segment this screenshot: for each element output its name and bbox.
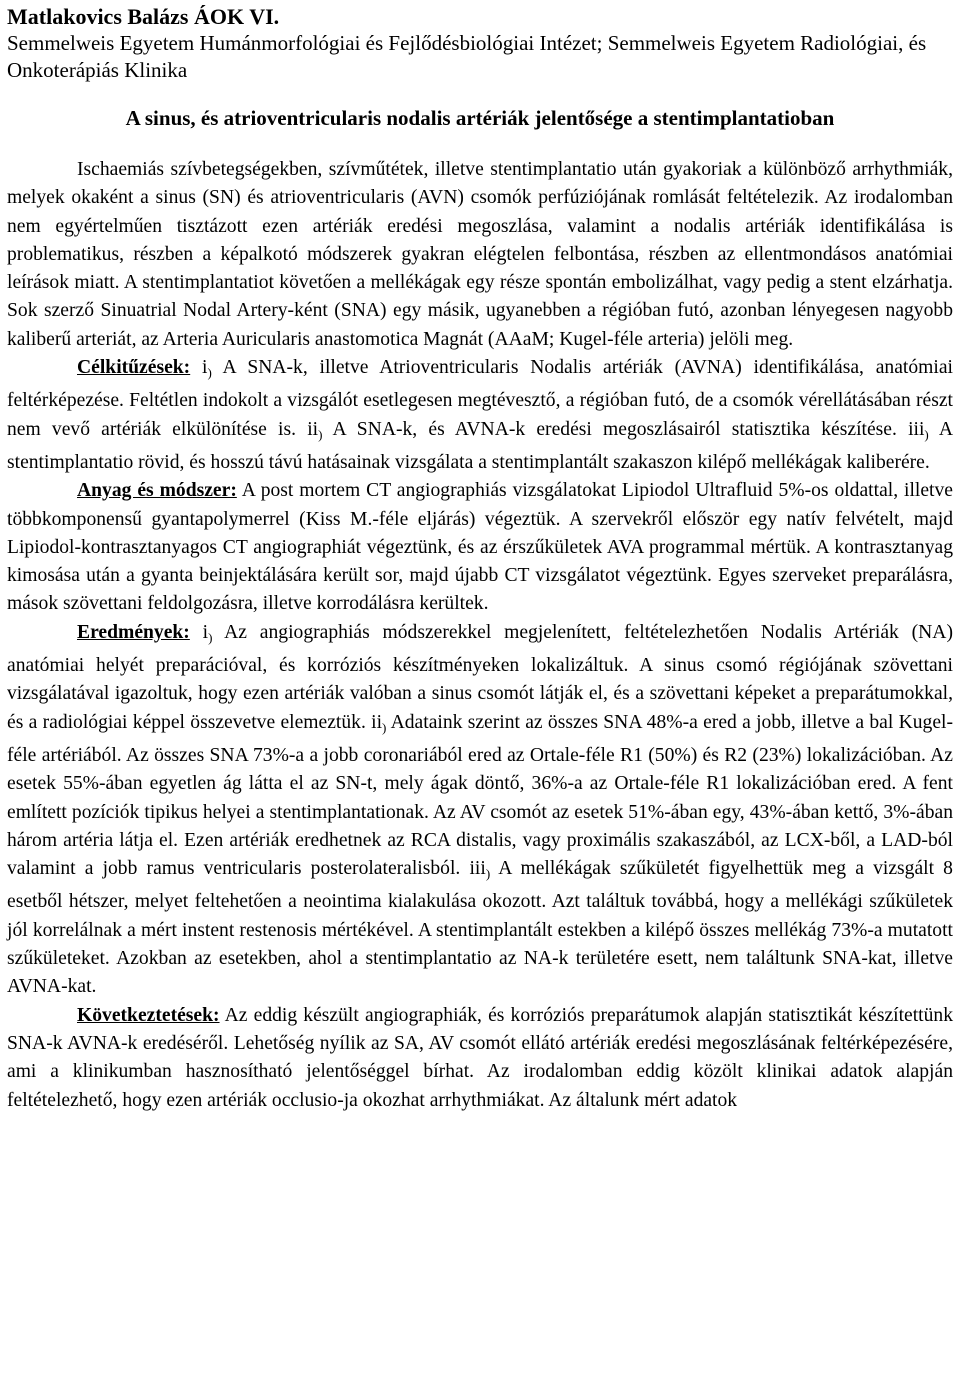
intro-paragraph: Ischaemiás szívbetegségekben, szívműtétek, illetve stentimplantatio után gyakoriak a különböző arrhythmiák, melyek okaként a sinus (SN) és atrioventricularis (AVN) csomók perfúziójának romlását feltételezik. Az irodalomban nem egyértelműen tisztázott ezen artériák eredési megoszlása, valamint a nodalis artériák identifikálása is problematikus, részben a képalkotó módszerek gyakran elégtelen felbontása, részben az ellentmondásos anatómiai leírások miatt. A stentimplantatiot követően a mellékágak egy része spontán embolizálhat, vagy pedig a stent elzárhatja. Sok szerző Sinuatrial Nodal Artery-ként (SNA) egy másik, ugyanebben a régióban futó, azonban lényegesen nagyobb kaliberű arteriát, az Arteria Auricularis anastomotica Magnát (AAaM; Kugel-féle arteria) jelöli meg. (7, 159, 953, 350)
results-marker-3-paren: ) (485, 866, 491, 882)
results-marker-2-paren: ) (382, 719, 387, 735)
document-page (7, 4, 953, 1115)
aims-marker-3: iii (908, 418, 925, 440)
author-line: Matlakovics Balázs ÁOK VI. (7, 4, 280, 29)
methods-heading: Anyag és módszer: (77, 480, 237, 502)
results-paragraph (7, 619, 953, 1002)
results-part-2: Adataink szerint az összes SNA 48%-a ered a jobb, illetve a bal Kugel-féle artériából. Az összes SNA 73%-a a jobb coronariából ered az Ortale-féle R1 (50%) és R2 (23%) lokalizációban. Az esetek 55%-ában egyetlen ág látta el az SN-t, mely ágak döntő, 36%-a az Ortale-féle R1 lokalizációban ered. A fent említett pozíciók tipikus helyei a stentimplantationak. Az AV csomót az esetek 51%-ában egy, 43%-ában kettő, 3%-ában három artéria látja el. Ezen artériák eredhetnek az RCA distalis, vagy proximális szakaszából, az LCX-ből, a LAD-ból valamint a jobb ramus ventricularis posterolateralisból. (7, 711, 953, 880)
results-heading: Eredmények: (77, 621, 190, 643)
conclusions-heading: Következtetések: (77, 1004, 220, 1026)
aims-marker-2-paren: ) (318, 426, 323, 442)
aims-heading: Célkitűzések: (77, 357, 191, 379)
results-marker-3: iii (469, 858, 486, 880)
methods-text: A post mortem CT angiographiás vizsgálatokat Lipiodol Ultrafluid 5%-os oldattal, illetve többkomponensű gyantapolymerrel (Kiss M.-féle eljárás) végeztük. A szervekről először egy natív felvételt, majd Lipiodol-kontrasztanyagos CT angiographiát végeztünk, és az érszűkületek AVA programmal mértük. A kontrasztanyag kimosása után a gyanta beinjektálására került sor, majd újabb CT vizsgálatot végeztünk. Egyes szerveket preparálásra, mások szövettani feldolgozásra, illetve korrodálásra kerültek. (7, 480, 953, 615)
aims-marker-1-paren: ) (207, 365, 212, 381)
aims-marker-2: ii (307, 418, 319, 440)
results-part-3: A mellékágak szűkületét figyelhettük meg a vizsgált 8 esetből hétszer, melyet feltehetően a neointima kialakulása okozott. Azt találtuk továbbá, hogy a mellékági szűkületek jól korrelálnak a mért instent restenosis mértékével. A stentimplantált estekben a kilépő összes mellékág 73%-a mutatott szűkületeket. Azokban az esetekben, ahol a stentimplantatio az NA-k területére esett, nem találtunk SNA-kat, illetve AVNA-kat. (7, 858, 953, 998)
aims-part-1: A SNA-k, illetve Atrioventricularis Nodalis artériák (AVNA) identifikálása, anatómiai feltérképezése. Feltétlen indokolt a vizsgálót esetlegesen megtévesztő, a régióban futó, de a csomók vérellátásában részt nem vevő artériák elkülönítése is. (7, 357, 953, 440)
methods-paragraph (7, 477, 953, 618)
affiliation: Semmelweis Egyetem Humánmorfológiai és Fejlődésbiológiai Intézet; Semmelweis Egyetem Radiológiai, és Onkoterápiás Klinika (7, 31, 927, 82)
results-marker-2: ii (371, 711, 383, 733)
results-marker-1: i (202, 621, 209, 643)
results-part-1: Az angiographiás módszerekkel megjelenített, feltételezhetően Nodalis Artériák (NA) anatómiai helyét preparációval, és korróziós készítményeken lokalizáltuk. A sinus csomó régiójának szövettani vizsgálatával igazoltuk, hogy ezen artériák valóban a sinus csomót látják el, és a szövettani képeket a preparátumokkal, és a radiológiai képpel összevetve elemeztük. (7, 621, 953, 733)
aims-marker-1: i (201, 357, 208, 379)
conclusions-text: Az eddig készült angiographiák, és korróziós preparátumok alapján statisztikát készítettünk SNA-k AVNA-k eredéséről. Lehetőség nyílik az SA, AV csomót ellátó artériák eredési megoszlásának feltérképezésére, ami a klinikumban hasznosítható jelentőséggel bírhat. Az irodalomban eddig közölt klinikai adatok alapján feltételezhető, hogy ezen artériák occlusio-ja okozhat arrhythmiákat. Az általunk mért adatok (7, 1004, 953, 1111)
aims-marker-3-paren: ) (924, 426, 929, 442)
aims-part-2: A SNA-k, és AVNA-k eredési megoszlásairól statisztika készítése. (332, 418, 897, 440)
aims-paragraph (7, 354, 953, 477)
results-marker-1-paren: ) (208, 629, 213, 645)
conclusions-paragraph (7, 1002, 953, 1115)
aims-part-3: A stentimplantatio rövid, és hosszú távú hatásainak vizsgálata a stentimplantált szakaszon kilépő mellékágak kaliberére. (7, 418, 954, 473)
document-title: A sinus, és atrioventricularis nodalis artériák jelentősége a stentimplantatioban (125, 106, 835, 130)
